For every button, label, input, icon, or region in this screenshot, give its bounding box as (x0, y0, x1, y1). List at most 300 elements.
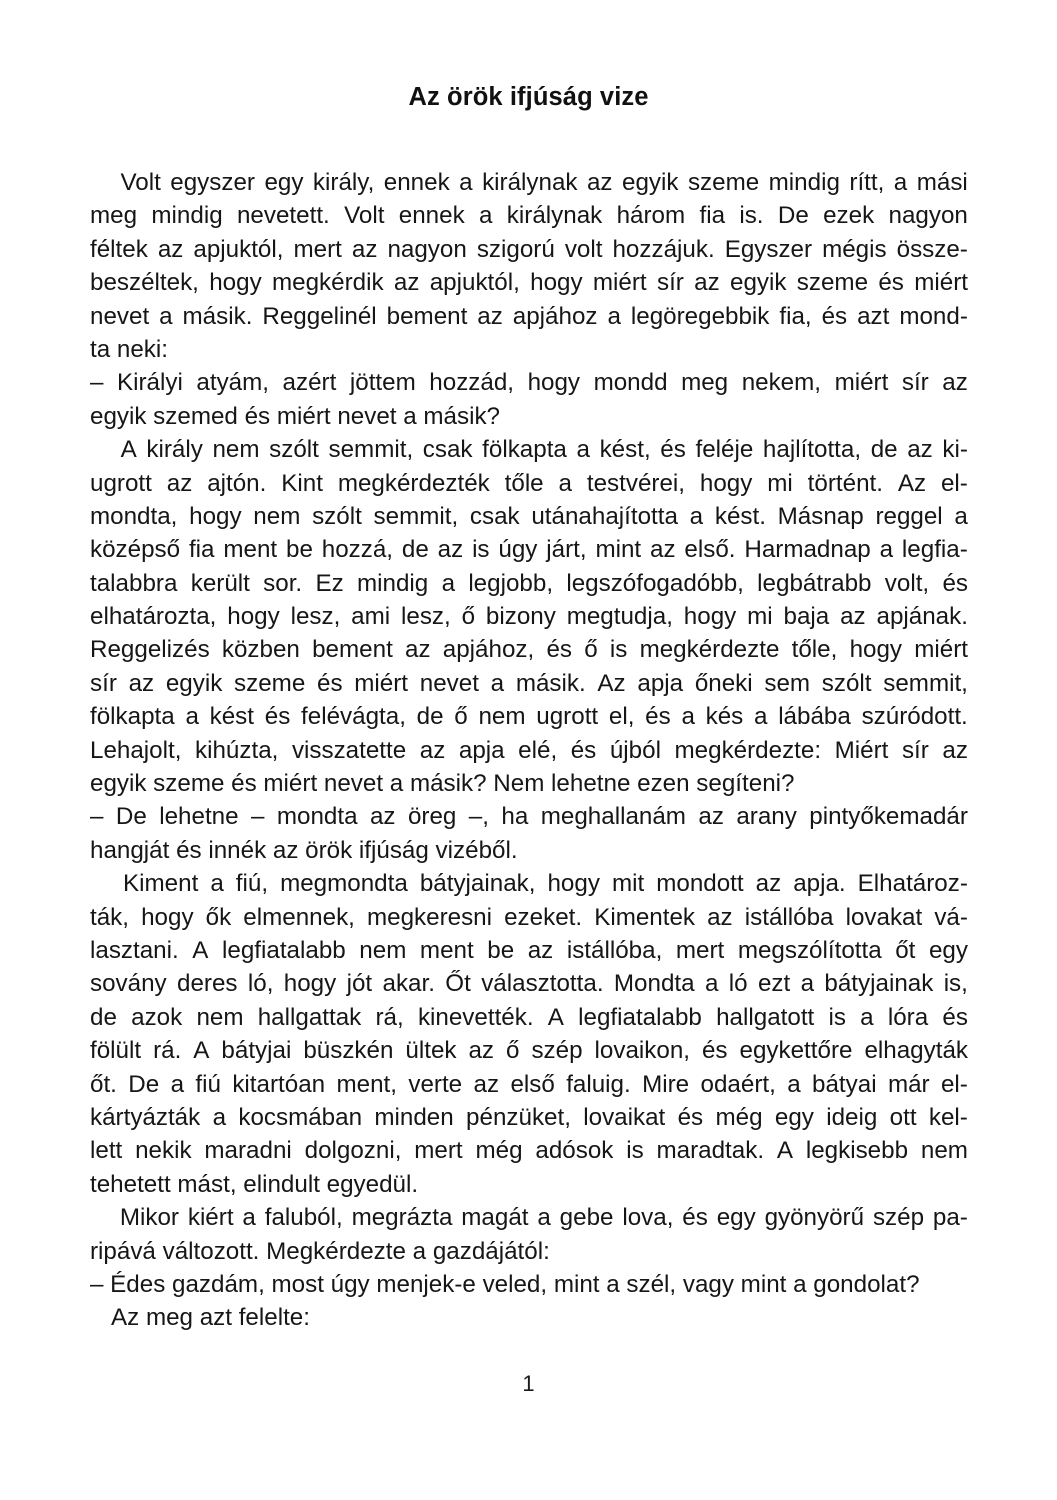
word: bátyai (812, 1070, 877, 1098)
word: ment, (336, 1070, 397, 1098)
word: és (682, 1204, 708, 1232)
word: egy (264, 169, 304, 196)
word: semmit, (328, 436, 414, 464)
word: hajlította, (762, 436, 862, 464)
word: őt (895, 936, 916, 964)
word: tőle, (791, 636, 838, 664)
word: megrázta (351, 1204, 453, 1232)
word: azt (857, 302, 890, 330)
text-line (90, 767, 968, 800)
word: visszatette (291, 736, 407, 764)
word: Királyi (117, 369, 183, 397)
word: verte (408, 1070, 463, 1098)
word: istállóba (744, 903, 834, 931)
word: másik. (182, 302, 253, 330)
word: ami (351, 603, 391, 631)
word: és (942, 569, 968, 597)
text-line (90, 333, 968, 366)
word: már (887, 1070, 930, 1098)
word: szólt (269, 436, 319, 464)
word: az (707, 903, 733, 931)
body-text (90, 166, 968, 1335)
word: öreg (407, 803, 457, 831)
word: apjához, (442, 636, 535, 664)
word: lehetne (159, 803, 239, 831)
word: A (547, 1003, 564, 1031)
word: össze- (896, 235, 968, 263)
word: fiú (195, 1070, 221, 1098)
word: maradni (204, 1137, 292, 1165)
word: a (537, 1204, 551, 1232)
word: apja. (793, 870, 846, 898)
word: ment (419, 936, 474, 964)
word: csak (469, 502, 520, 530)
word: hogy (283, 970, 337, 998)
word: fölkapta (90, 703, 175, 731)
word: a (242, 1204, 256, 1232)
word: jót (346, 970, 373, 998)
text-line (90, 533, 968, 566)
word: lesz, (290, 603, 341, 631)
word: Harmadnap (744, 536, 871, 564)
word: is (626, 1137, 644, 1165)
word: az (405, 636, 431, 664)
word: nekik (135, 1137, 192, 1165)
word: bement (386, 302, 468, 330)
line-text: egyik szeme és miért nevet a másik? Nem lehetne ezen segíteni? (90, 770, 795, 798)
word: még (475, 1137, 523, 1165)
word: elé, (518, 736, 558, 764)
word: a (681, 703, 695, 731)
word: hallgattak (257, 1003, 362, 1031)
word: legbátrabb (757, 569, 872, 597)
text-line (90, 834, 968, 867)
word: Az (897, 469, 927, 497)
word: nagyon (387, 235, 467, 263)
word: pa- (932, 1204, 968, 1232)
word: az (157, 235, 184, 263)
word: rítt, (849, 169, 885, 196)
word: ló, (247, 970, 274, 998)
word: –, (468, 803, 489, 831)
word: megkeresni (366, 903, 493, 931)
text-line (90, 867, 968, 900)
word: egyik (730, 269, 787, 297)
word: lóra (887, 1003, 929, 1031)
word: feléje (695, 436, 754, 464)
word: az (755, 870, 782, 898)
word: megtudja, (566, 603, 673, 631)
word: lovaikat (583, 1103, 666, 1131)
word: fia, (779, 302, 812, 330)
line-text: egyik szemed és miért nevet a másik? (90, 402, 501, 430)
word: utánahajította (531, 502, 678, 530)
word: faluig. (566, 1070, 631, 1098)
word: vá- (934, 903, 968, 931)
word: egyszer (170, 169, 255, 196)
word: fia (699, 202, 726, 230)
word: Lehajolt, (90, 736, 182, 764)
word: az (419, 736, 446, 764)
word: De (128, 1070, 160, 1098)
word: ezeket. (504, 903, 583, 931)
word: fölkapta (482, 436, 567, 464)
word: az (437, 536, 464, 564)
word: három (616, 202, 686, 230)
word: másik. (515, 669, 586, 697)
word: úgy (498, 536, 538, 564)
word: történt. (807, 469, 883, 497)
word: a (459, 169, 473, 196)
word: megkérdezte (639, 636, 780, 664)
word: az (694, 269, 720, 297)
word: miért (914, 269, 968, 297)
word: és (546, 636, 572, 664)
word: legszófogadóbb, (566, 569, 744, 597)
word: a (212, 1103, 227, 1131)
word: kiért (187, 1204, 234, 1232)
word: Mikor (119, 1204, 179, 1232)
line-text: hangját és innék az örök ifjúság vizéből. (90, 836, 518, 864)
word: még (715, 1103, 763, 1131)
word: beszéltek, (90, 269, 199, 297)
word: miért (914, 636, 968, 664)
text-line (90, 1235, 968, 1268)
word: volt (564, 235, 603, 263)
word: maradtak. (656, 1137, 765, 1165)
word: járt, (546, 536, 587, 564)
word: meg (90, 202, 138, 230)
word: nevet (90, 302, 150, 330)
word: mégis (822, 235, 887, 263)
word: gebe (559, 1204, 614, 1232)
word: pintyőkemadár (809, 803, 968, 831)
word: mert (293, 235, 342, 263)
word: azok (131, 1003, 183, 1031)
word: szeme (796, 269, 869, 297)
word: kel- (928, 1103, 968, 1131)
word: hozzád, (429, 369, 515, 397)
word: apja (637, 669, 684, 697)
word: egyik (622, 169, 679, 196)
word: és (645, 703, 671, 731)
text-line (90, 1201, 968, 1234)
word: mondta (276, 803, 358, 831)
word: be (487, 936, 515, 964)
text-line (90, 467, 968, 500)
word: kihúzta, (195, 736, 279, 764)
word: mindig (768, 169, 840, 196)
word: a (800, 970, 815, 998)
word: hozzá, (321, 536, 394, 564)
word: Reggelinél (262, 302, 377, 330)
word: a (558, 469, 572, 497)
word: Őt (445, 970, 471, 998)
word: – (90, 803, 104, 831)
word: mint (595, 536, 642, 564)
word: kést, (599, 436, 651, 464)
word: őt. (90, 1070, 117, 1098)
word: nem (253, 502, 301, 530)
word: arany (736, 803, 797, 831)
word: semmit, (883, 669, 968, 697)
word: Kimentek (594, 903, 696, 931)
word: nevetett. (236, 202, 330, 230)
word: De (777, 202, 809, 230)
word: hallgatott (716, 1003, 815, 1031)
word: meg (681, 369, 729, 397)
word: baja (783, 603, 830, 631)
word: őneki (694, 669, 753, 697)
word: az (840, 603, 866, 631)
word: jöttem (349, 369, 416, 397)
word: legfia- (901, 536, 968, 564)
word: kést. (714, 502, 766, 530)
word: ő (584, 636, 598, 664)
word: hogy (141, 903, 194, 931)
word: mondta, (90, 502, 178, 530)
word: az (527, 936, 554, 964)
word: a (879, 536, 894, 564)
word: az (907, 436, 933, 464)
word: szeme (234, 669, 306, 697)
word: sovány (90, 970, 167, 998)
word: elhatározta, (90, 603, 217, 631)
word: az (393, 269, 420, 297)
word: De (115, 803, 147, 831)
word: szép (872, 1204, 925, 1232)
word: és (570, 736, 597, 764)
word: fia (188, 536, 215, 564)
word: apjának. (876, 603, 968, 631)
word: és (701, 1037, 728, 1065)
word: kést (209, 703, 255, 731)
word: kés (705, 703, 744, 731)
word: az (369, 803, 396, 831)
word: lett (90, 1137, 123, 1165)
text-line (90, 1301, 968, 1334)
text-line (90, 934, 968, 967)
word: hogy (189, 502, 242, 530)
word: királynak (506, 202, 603, 230)
line-text: ripává változott. Megkérdezte a gazdájától: (90, 1237, 550, 1265)
word: – (251, 803, 265, 831)
word: Elhatároz- (857, 870, 968, 898)
word: el- (940, 469, 968, 497)
word: gyönyörű (764, 1204, 865, 1232)
word: testvérei, (586, 469, 686, 497)
word: Mondta (613, 970, 695, 998)
word: szép (531, 1037, 583, 1065)
text-line (90, 400, 968, 433)
word: hogy (547, 870, 600, 898)
word: miért (592, 269, 647, 297)
word: mi (747, 603, 773, 631)
word: hogy (683, 603, 737, 631)
word: de (90, 1003, 117, 1031)
word: A (120, 436, 137, 464)
word: sor. (263, 569, 303, 597)
word: közben (221, 636, 300, 664)
text-line (90, 1268, 968, 1301)
word: miért (834, 369, 889, 397)
word: kártyázták (90, 1103, 201, 1131)
word: és (660, 436, 686, 464)
word: el, (608, 703, 635, 731)
word: faluból, (264, 1204, 343, 1232)
word: lova, (622, 1204, 674, 1232)
word: nem (359, 936, 407, 964)
word: középső (90, 536, 181, 564)
word: és (942, 1003, 968, 1031)
word: a (860, 1003, 874, 1031)
text-line (90, 166, 968, 199)
word: ott (889, 1103, 917, 1131)
text-line (90, 1134, 968, 1167)
word: megkérdezték (337, 469, 490, 497)
word: ment (223, 536, 278, 564)
word: lesz, (401, 603, 451, 631)
word: első. (684, 536, 736, 564)
word: szúródott. (861, 703, 968, 731)
word: egykettőre (739, 1037, 853, 1065)
word: az (650, 536, 676, 564)
word: és (878, 269, 904, 297)
word: be (286, 536, 313, 564)
word: bátyjainak (824, 970, 934, 998)
word: felévágta, (301, 703, 406, 731)
word: talabbra (90, 569, 178, 597)
word: egy (774, 1103, 814, 1131)
word: szólt (312, 502, 362, 530)
word: de (401, 536, 429, 564)
text-line (90, 1034, 968, 1067)
text-line (90, 1068, 968, 1101)
text-line (90, 233, 968, 266)
word: a (893, 169, 908, 196)
word: a (689, 502, 704, 530)
word: egy (716, 1204, 756, 1232)
word: hogy (209, 269, 262, 297)
word: mondott (656, 870, 744, 898)
paragraph-indent (90, 867, 111, 900)
word: bátyjainak, (419, 870, 536, 898)
word: sír (90, 669, 117, 697)
word: az (351, 235, 378, 263)
word: semmit, (373, 502, 459, 530)
word: pénzüket, (466, 1103, 571, 1131)
word: de (870, 436, 898, 464)
text-line (90, 266, 968, 299)
word: mondd (593, 369, 668, 397)
word: sír (901, 369, 929, 397)
word: a (754, 703, 768, 731)
word: féltek (90, 235, 148, 263)
word: a (170, 1070, 185, 1098)
word: hogy (849, 636, 903, 664)
word: hogy (227, 603, 280, 631)
word: – (90, 369, 104, 397)
word: dolgozni, (304, 1137, 402, 1165)
word: de (416, 703, 444, 731)
word: a (954, 502, 968, 530)
line-text: tehetett mást, elindult egyedül. (90, 1170, 419, 1198)
word: tőle (504, 469, 544, 497)
word: reggel (875, 502, 943, 530)
word: szólt (821, 669, 872, 697)
text-line (90, 199, 968, 232)
word: apjához (512, 302, 598, 330)
word: megkérdik (271, 269, 384, 297)
word: elhagyták (864, 1037, 968, 1065)
word: azért (282, 369, 337, 397)
word: mert (414, 1137, 463, 1165)
word: mit (611, 870, 645, 898)
word: mert (675, 936, 725, 964)
word: deres (177, 970, 238, 998)
word: mond- (899, 302, 968, 330)
word: ajtón. (207, 469, 267, 497)
text-line (90, 1001, 968, 1034)
word: kitartóan (232, 1070, 326, 1098)
word: A (776, 1137, 794, 1165)
word: magát (461, 1204, 529, 1232)
word: kocsmában (238, 1103, 363, 1131)
word: atyám, (196, 369, 269, 397)
word: akar. (382, 970, 435, 998)
word: minden (374, 1103, 454, 1131)
word: az (698, 803, 724, 831)
text-line (90, 1168, 968, 1201)
word: mindig (151, 202, 223, 230)
line-text: ta neki: (90, 335, 168, 363)
word: volt, (884, 569, 930, 597)
word: az (468, 1037, 495, 1065)
text-line (90, 734, 968, 767)
word: A (192, 936, 209, 964)
word: ugrott (90, 469, 152, 497)
word: Az (597, 669, 626, 697)
text-line (90, 300, 968, 333)
word: mi (767, 469, 793, 497)
word: Egyszer (724, 235, 813, 263)
word: rá. (153, 1037, 182, 1065)
word: Volt (120, 169, 161, 196)
word: fölült (90, 1037, 142, 1065)
word: ő (454, 703, 468, 731)
text-line (90, 667, 968, 700)
word: hogy (527, 369, 581, 397)
word: újból (609, 736, 661, 764)
word: Reggelizés (90, 636, 210, 664)
word: odaért, (700, 1070, 776, 1098)
word: a (490, 669, 505, 697)
word: király (146, 436, 203, 464)
word: ültek (405, 1037, 457, 1065)
word: lasztani. (90, 936, 179, 964)
word: és (317, 669, 343, 697)
text-line (90, 800, 968, 833)
word: egyik (165, 669, 223, 697)
word: a (159, 302, 173, 330)
word: az (128, 669, 155, 697)
line-text: Az meg azt felelte: (111, 1304, 310, 1332)
text-line (90, 500, 968, 533)
word: Miért (834, 736, 889, 764)
word: szigorú (476, 235, 555, 263)
word: mindig (357, 569, 429, 597)
word: Ez (315, 569, 344, 597)
